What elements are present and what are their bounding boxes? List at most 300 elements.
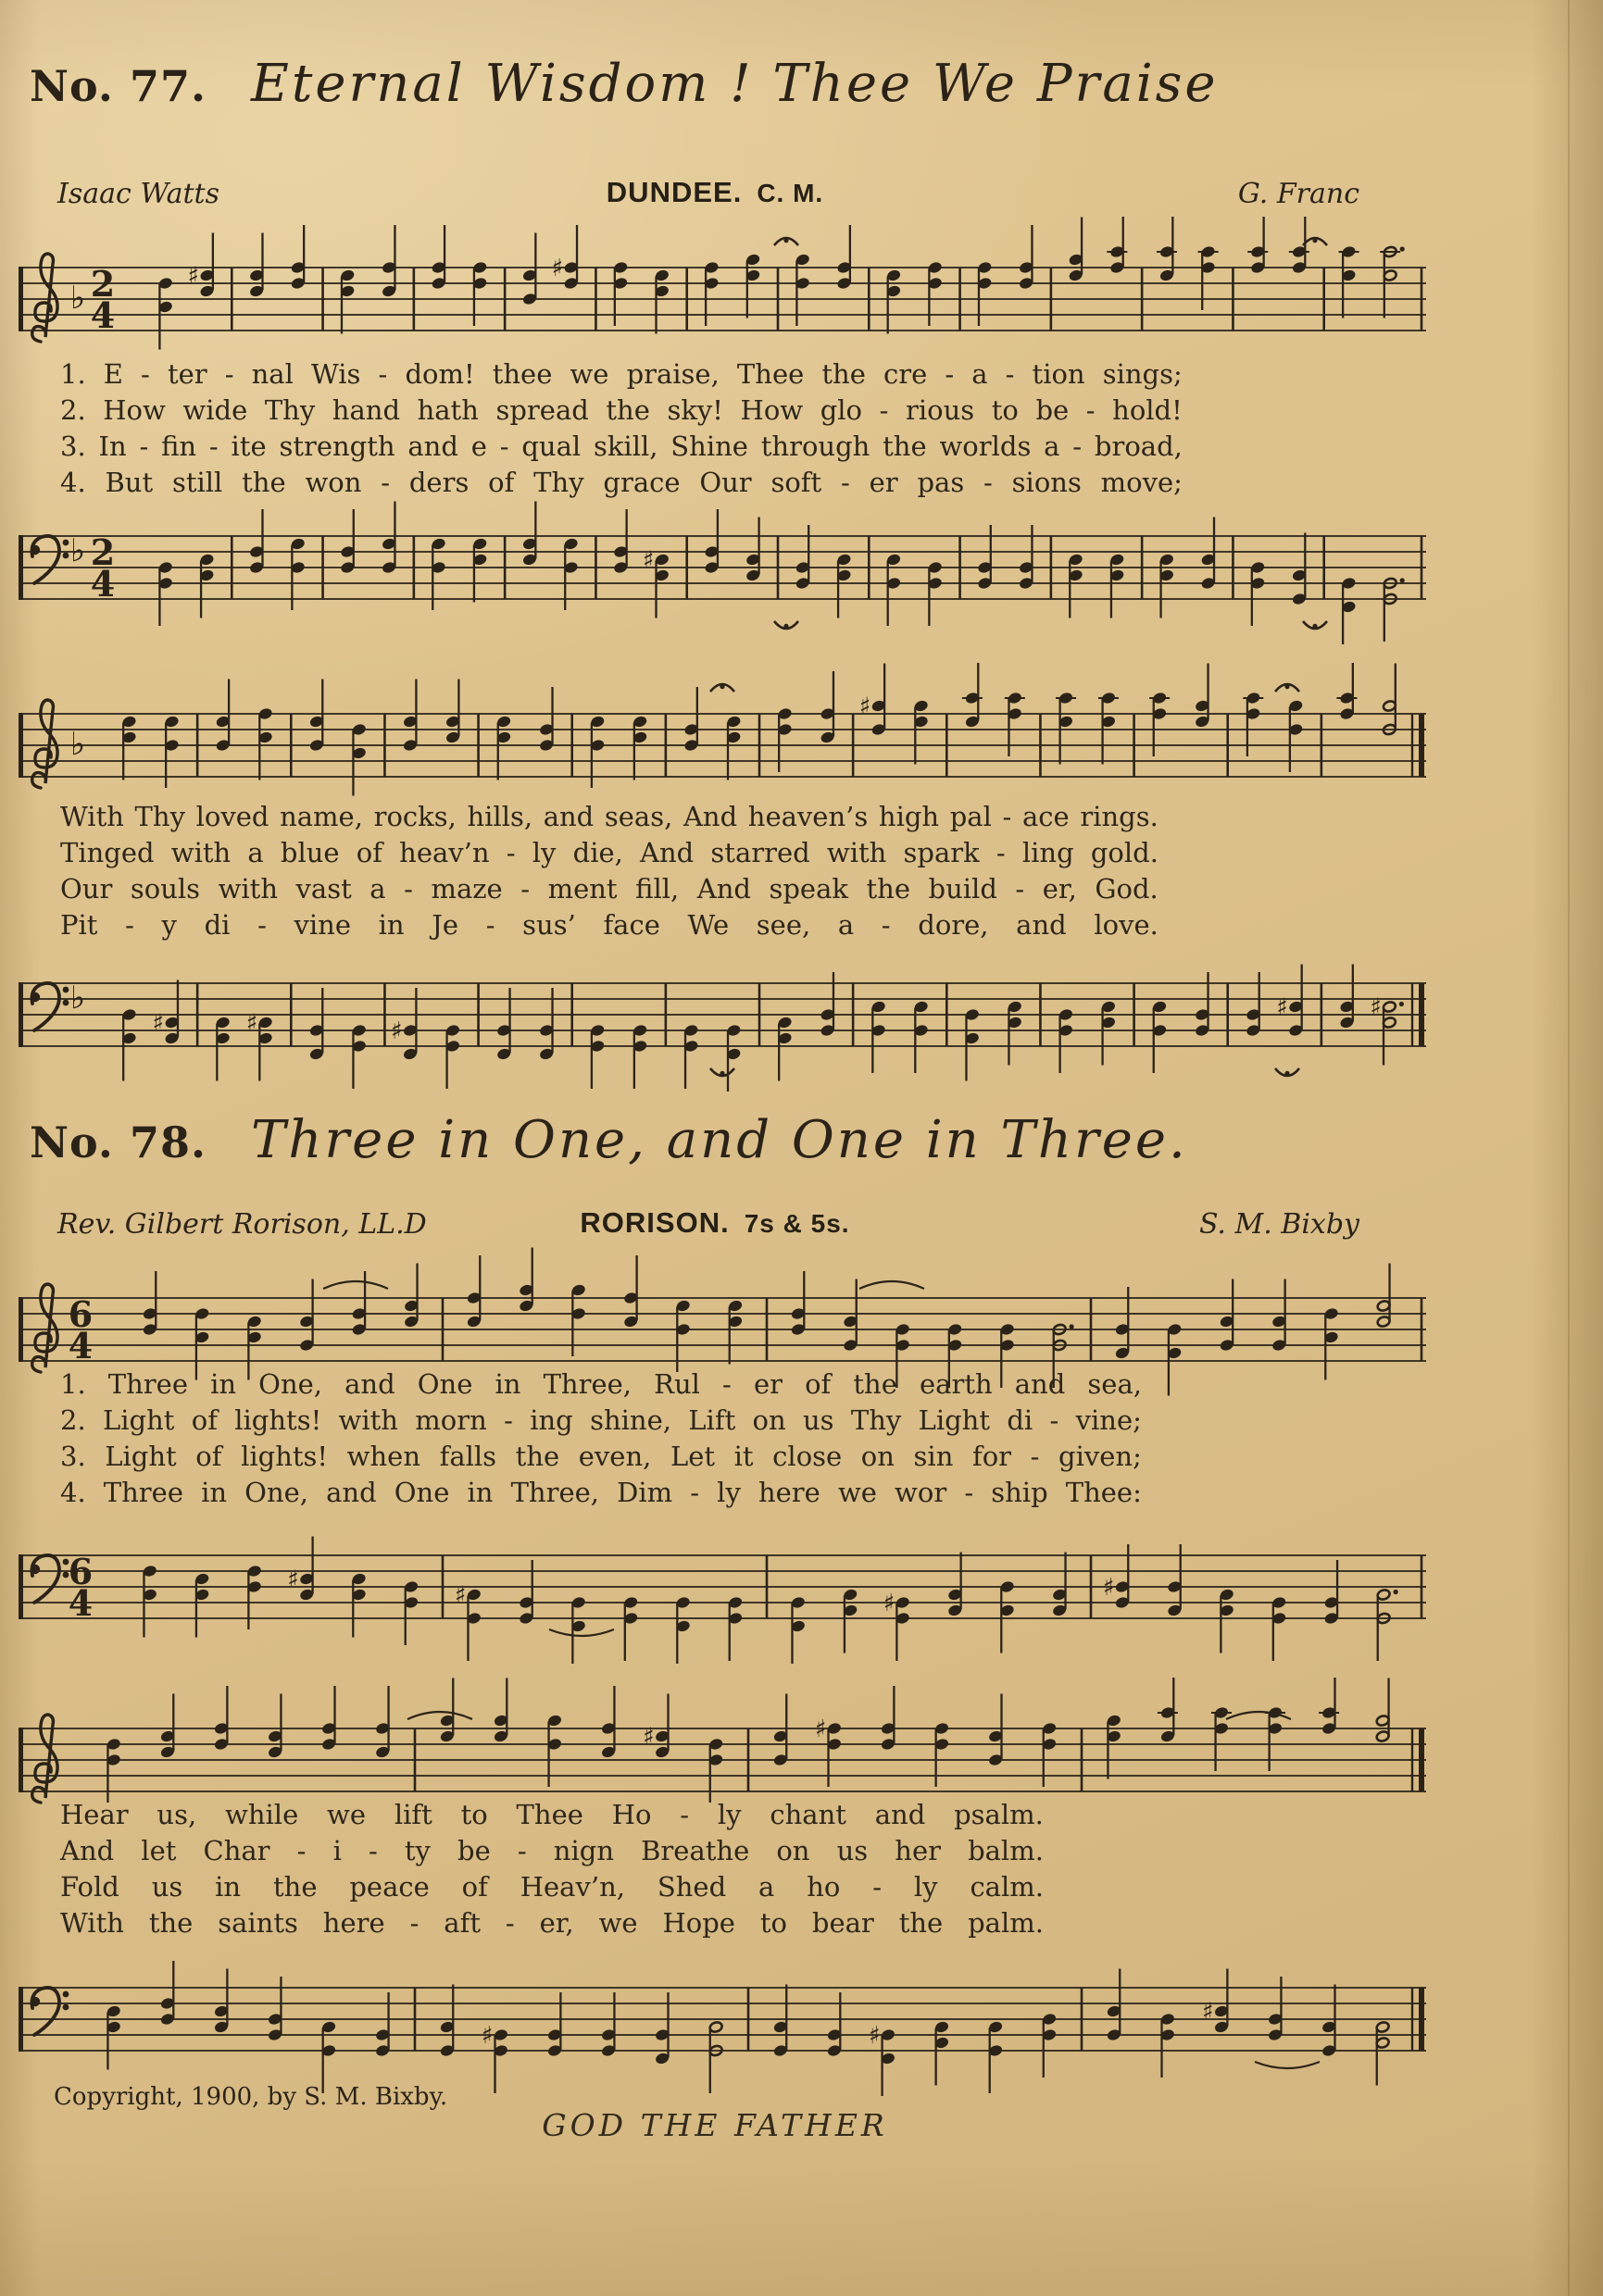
chord-note [1107,1969,1121,2041]
sharp-sign: ♯ [1102,1574,1115,1602]
chord-note [1069,554,1083,618]
lyric-syllable: cre [883,358,928,390]
chord-note [1008,1001,1022,1066]
lyric-syllable: and [326,1477,377,1508]
chord-note [1052,1553,1067,1617]
time-signature [69,1293,93,1366]
chord-note [934,2021,949,2086]
lyric-syllable: How [740,394,804,426]
lyric-syllable: the [883,430,927,462]
chord-note [1268,1977,1283,2041]
chord-note [1069,218,1083,282]
chord-note [1271,1596,1286,1661]
flat-sign: ♭ [70,980,86,1017]
hymn77-tune [607,176,823,209]
lyric-syllable: we [570,358,609,390]
lyric-syllable: Our [60,873,113,905]
lyric-syllable: Dim [617,1477,673,1508]
chord-note [1220,1589,1234,1653]
lyric-syllable: shine, [590,1404,671,1436]
chord-note [601,1992,616,2057]
lyric-syllable: - [517,1835,527,1866]
lyric-syllable: wor [895,1477,947,1508]
lyric-syllable: er [753,1368,783,1400]
lyric-syllable: ace [1021,801,1070,832]
hymn78-bass-staff-1 [17,1504,1428,1664]
hymn78-verse-lines [60,1369,1142,1508]
hymn77-byline [9,176,1421,217]
chord-note [445,680,460,744]
chord-note [494,1678,508,1743]
chord-note [309,680,324,752]
lyric-syllable: Char [203,1835,270,1866]
lyric-syllable: psalm. [954,1799,1044,1830]
lyric-syllable: we [837,1477,877,1508]
bass-clef [31,536,69,583]
lyric-syllable: Lift [688,1404,736,1436]
lyric-syllable: peace [349,1871,430,1903]
lyric-syllable: Je [432,909,459,941]
lyric-syllable: - [485,909,495,941]
chord-note [1340,965,1355,1029]
lyric-syllable: - [872,1871,883,1903]
lyric-syllable: nal [251,358,294,390]
svg-text:6: 6 [68,1293,94,1335]
lyric-syllable: the [606,394,650,426]
lyric-syllable: here [322,1907,385,1939]
chord-note [1160,2013,1175,2078]
lyric-syllable: chant [770,1799,846,1830]
chord-note [965,1008,980,1080]
chord-note [773,1694,788,1766]
chord-note [591,1024,606,1089]
page-footer [9,2083,1421,2157]
lyric-syllable: - [506,837,516,868]
lyric-syllable: saints [218,1907,298,1939]
lyric-syllable: - [296,1835,307,1866]
hymn77-tune-meter: C. M. [757,179,824,207]
lyric-syllable: speak [769,873,848,905]
lyric-syllable: er, [539,1907,574,1939]
lyric-syllable: Three, [510,1477,599,1508]
lyric-line [60,1369,1142,1400]
copyright-notice: Copyright, 1900, by S. M. Bixby. [54,2083,448,2111]
sharp-sign: ♯ [1370,993,1383,1022]
lyric-syllable: - [139,430,149,462]
fermata [774,238,798,245]
lyric-syllable: given; [1058,1441,1142,1472]
lyric-syllable: ite [231,430,267,462]
chord-note [341,269,356,334]
lyric-syllable: build [928,873,997,905]
chord-note [978,525,993,590]
lyric-syllable: And [640,837,695,868]
lyric-syllable: 2. [60,1404,86,1436]
lyric-syllable: Heav’n, [520,1871,625,1903]
chord-note [440,1985,455,2057]
lyric-syllable: sus’ [522,909,576,941]
lyric-syllable: in [210,1368,237,1400]
chord-note [1058,1008,1073,1073]
lyric-syllable: and [1014,1368,1066,1400]
lyric-syllable: 3. [60,430,86,462]
chord-note [1201,518,1216,590]
lyric-syllable: of [356,837,382,868]
lyric-syllable: love. [1094,909,1158,941]
lyric-syllable: One, [258,1368,323,1400]
chord-note [106,2005,121,2070]
chord-note [1321,1985,1336,2057]
lyric-syllable: - [881,909,891,941]
lyric-syllable: the [515,1441,560,1472]
chord-note [216,1017,231,1081]
lyric-syllable: - [208,430,219,462]
chord-note [728,1596,743,1661]
lyric-syllable: ter [167,358,207,390]
lyric-syllable: it [733,1441,754,1472]
chord-note [978,261,993,326]
lyric-syllable: palm. [968,1907,1044,1939]
lyric-syllable: - [1015,873,1025,905]
time-signature [91,263,115,336]
chord-note [1383,577,1404,642]
lyric-syllable: Light [105,1441,177,1472]
lyric-syllable: morn [415,1404,487,1436]
hymn78-tune-meter: 7s & 5s. [744,1209,850,1238]
lyric-syllable: to [991,394,1019,426]
lyric-syllable: y [161,909,177,941]
sharp-sign: ♯ [1201,1998,1214,2027]
lyric-syllable: won [305,467,362,498]
lyric-syllable: Three, [543,1368,632,1400]
chord-note [1288,965,1303,1037]
chord-note [165,980,180,1045]
hymn77-treble-staff-2 [17,663,1428,822]
sharp-sign: ♯ [391,1017,403,1045]
hymn77-composer: G. Franc [1237,178,1359,210]
chord-note [1342,577,1357,644]
hymn77-header [9,54,1421,130]
lyric-line [60,1908,1044,1939]
lyric-syllable: sin [913,1441,954,1472]
lyric-syllable: souls [130,873,201,905]
chord-note [299,1537,314,1602]
lyric-syllable: spread [495,394,589,426]
lyric-syllable: er, [1042,873,1077,905]
lyric-syllable: with [218,873,279,905]
chord-note [795,525,810,590]
hymn78-number: No. 78. [30,1117,207,1167]
lyric-syllable: 3. [60,1441,86,1472]
chord-note [1152,692,1167,756]
chord-note [1250,561,1265,626]
chord-note [705,509,720,574]
lyric-line [60,395,1183,426]
chord-note [601,1686,616,1758]
lyric-syllable: we [598,1907,638,1939]
svg-text:2: 2 [90,263,116,305]
lyric-syllable: a [247,837,264,868]
lyric-syllable: and [543,801,595,832]
hymn78-tune [580,1206,849,1240]
lyric-syllable: pal [949,801,992,832]
chord-note [1383,664,1397,736]
chord-note [268,1694,282,1759]
lyric-line [60,1800,1044,1830]
chord-note [820,972,835,1037]
lyric-syllable: vine [294,909,352,941]
lyric-syllable: lift [394,1799,432,1830]
chord-note [871,664,886,736]
chord-note [1342,245,1357,318]
lyric-syllable: - [368,1835,378,1866]
lyric-line [60,1441,1142,1472]
lyric-syllable: calm. [970,1871,1044,1903]
chord-note [1321,1678,1336,1735]
lyric-syllable: us [802,1404,834,1436]
lyric-syllable: - [1049,1404,1059,1436]
fermata [1275,684,1299,692]
lyric-syllable: ship [991,1477,1048,1508]
lyric-syllable: high [878,801,940,832]
lyric-syllable: - [841,467,850,498]
chord-note [522,233,537,306]
chord-note [564,225,579,290]
chord-note [375,1686,390,1758]
chord-note [445,1024,460,1089]
chord-note [947,1553,962,1617]
chord-note [1383,1001,1404,1066]
lyric-syllable: falls [439,1441,497,1472]
svg-text:4: 4 [68,1325,94,1366]
hymn77-bass-staff-1 [17,485,1428,644]
lyric-syllable: - [257,909,267,941]
sharp-sign: ♯ [481,2022,494,2050]
chord-note [1019,525,1033,590]
lyric-syllable: 4. [60,467,86,498]
bass-clef [31,983,69,1030]
lyric-syllable: heaven’s [747,801,869,832]
chord-note [1220,1279,1234,1352]
fermata [710,684,734,692]
lyric-syllable: a [758,1871,775,1903]
lyric-syllable: rious [905,394,975,426]
chord-note [1195,664,1209,729]
lyric-syllable: 1. [60,1368,86,1400]
chord-note [195,1573,210,1638]
hymn77-verse-lines [60,359,1183,498]
lyric-syllable: Hear [60,1799,129,1830]
lyric-syllable: - [1002,801,1012,832]
lyric-syllable: rings. [1080,801,1158,832]
hymn77-treble-staff-1 [17,217,1428,376]
hymn78-verse-lines-2 [60,1800,1044,1939]
hymn77-tune-name: DUNDEE. [606,176,743,208]
chord-note [247,1565,262,1629]
bass-clef [31,1555,69,1603]
lyric-syllable: when [346,1441,421,1472]
chord-note [352,1573,367,1638]
svg-text:6: 6 [68,1551,94,1592]
hymn77-title: Eternal Wisdom ! Thee We Praise [250,54,1219,114]
chord-note [1268,1706,1283,1771]
lyric-syllable: di [204,909,231,941]
hymn78-bass-staff-2 [17,1937,1428,2096]
chord-note [727,1024,742,1092]
lyric-syllable: with [338,1404,398,1436]
chord-note [375,1992,390,2057]
lyric-syllable: glo [820,394,863,426]
lyric-syllable: Fold [60,1871,119,1903]
sharp-sign: ♯ [868,2022,881,2050]
lyric-syllable: Thee [516,1799,583,1830]
lyric-syllable: Three [103,1477,183,1508]
lyric-syllable: praise, [626,358,720,390]
lyric-syllable: Our [699,467,752,498]
lyric-syllable: still [171,467,223,498]
lyric-syllable: ing [530,1404,573,1436]
lyric-syllable: - [1072,430,1083,462]
chord-note [214,1686,229,1751]
lyric-syllable: of [195,1441,222,1472]
lyric-syllable: the [866,873,910,905]
chord-note [1101,692,1116,764]
page-content [9,0,1421,2157]
lyric-syllable: and [874,1799,926,1830]
chord-note [440,1678,455,1743]
chord-note [1250,217,1265,274]
section-title: GOD THE FATHER [542,2107,888,2143]
lyric-syllable: her [895,1835,941,1866]
chord-note [895,1596,910,1661]
lyric-syllable: die, [572,837,623,868]
chord-note [1201,245,1216,310]
fermata [774,621,798,629]
lyric-syllable: ly [532,837,557,868]
chord-note [1168,1323,1183,1395]
chord-note [299,1279,314,1352]
chord-note [934,1722,949,1787]
hymn77-bass-staff-2 [17,932,1428,1092]
lyric-syllable: ment [547,873,618,905]
lyric-syllable: In [98,430,127,462]
svg-text:2: 2 [90,531,116,573]
time-signature [69,1551,93,1624]
chord-note [613,509,628,574]
lyric-syllable: hand [332,394,401,426]
fermata [1303,621,1327,629]
chord-note [352,1024,367,1089]
lyric-syllable: - [504,1404,513,1436]
chord-note [1159,217,1174,281]
lyric-syllable: - [224,358,234,390]
lyric-syllable: in [201,1477,228,1508]
lyric-line [60,359,1183,390]
chord-note [216,680,231,752]
chord-note [1214,1706,1229,1771]
chord-note [1271,1279,1286,1352]
chord-note [820,671,835,743]
chord-note [1375,1678,1390,1743]
chord-note [473,261,488,326]
hymn77-number: No. 77. [30,61,207,111]
chord-note [1110,554,1125,618]
lyric-syllable: ty [404,1835,431,1866]
lyric-syllable: in [378,909,405,941]
slur [859,1281,924,1289]
lyric-syllable: - [996,837,1006,868]
lyric-syllable: - [378,358,388,390]
chord-note [1160,1678,1175,1742]
lyric-syllable: and [407,430,458,462]
lyric-syllable: maze [431,873,503,905]
lyric-syllable: vine; [1075,1404,1142,1436]
chord-note [520,1560,534,1625]
chord-note [1383,245,1404,318]
lyric-syllable: - [1005,358,1015,390]
chord-note [965,663,980,728]
svg-text:4: 4 [90,294,116,336]
lyric-syllable: on [860,1441,895,1472]
chord-note [1000,1580,1015,1653]
lyric-syllable: us, [157,1799,197,1830]
lyric-syllable: We [687,909,730,941]
lyric-syllable: thee [492,358,553,390]
sharp-sign: ♯ [642,546,655,575]
sharp-sign: ♯ [1276,993,1288,1022]
lyric-syllable: us [836,1835,869,1866]
chord-note [404,1264,419,1329]
chord-note [1246,692,1261,756]
chord-note [745,254,760,318]
lyric-syllable: the [148,1907,194,1939]
chord-note [352,723,367,795]
chord-note [160,1961,175,2026]
lyric-syllable: Wis [310,358,361,390]
chord-note [1340,663,1355,720]
lyric-line [60,802,1158,832]
chord-note [844,1279,858,1352]
lyric-syllable: ho [807,1871,841,1903]
lyric-syllable: in [215,1871,242,1903]
chord-note [632,716,647,780]
lyric-syllable: sions [1011,467,1082,498]
lyric-syllable: qual [521,430,582,462]
lyric-syllable: be [1035,394,1070,426]
chord-note [403,680,418,752]
lyric-syllable: God. [1095,873,1158,905]
sharp-sign: ♯ [883,1590,895,1617]
lyric-syllable: ling [1021,837,1074,868]
lyric-syllable: hills, [467,801,533,832]
lyric-syllable: But [105,467,154,498]
lyric-syllable: the [821,358,866,390]
lyric-syllable: E [103,358,123,390]
lyric-syllable: even, [578,1441,652,1472]
lyric-syllable: di [1007,1404,1033,1436]
chord-note [106,1738,121,1803]
lyric-syllable: Thy [134,801,185,832]
chord-note [1246,972,1261,1037]
lyric-syllable: gold. [1090,837,1158,868]
lyric-syllable: heav’n [399,837,490,868]
hymn77-verse-lines-2 [60,802,1158,941]
chord-note [684,1024,699,1089]
lyric-syllable: let [141,1835,177,1866]
chord-note [837,225,852,290]
chord-note [791,1596,806,1664]
lyric-syllable: grace [603,467,681,498]
